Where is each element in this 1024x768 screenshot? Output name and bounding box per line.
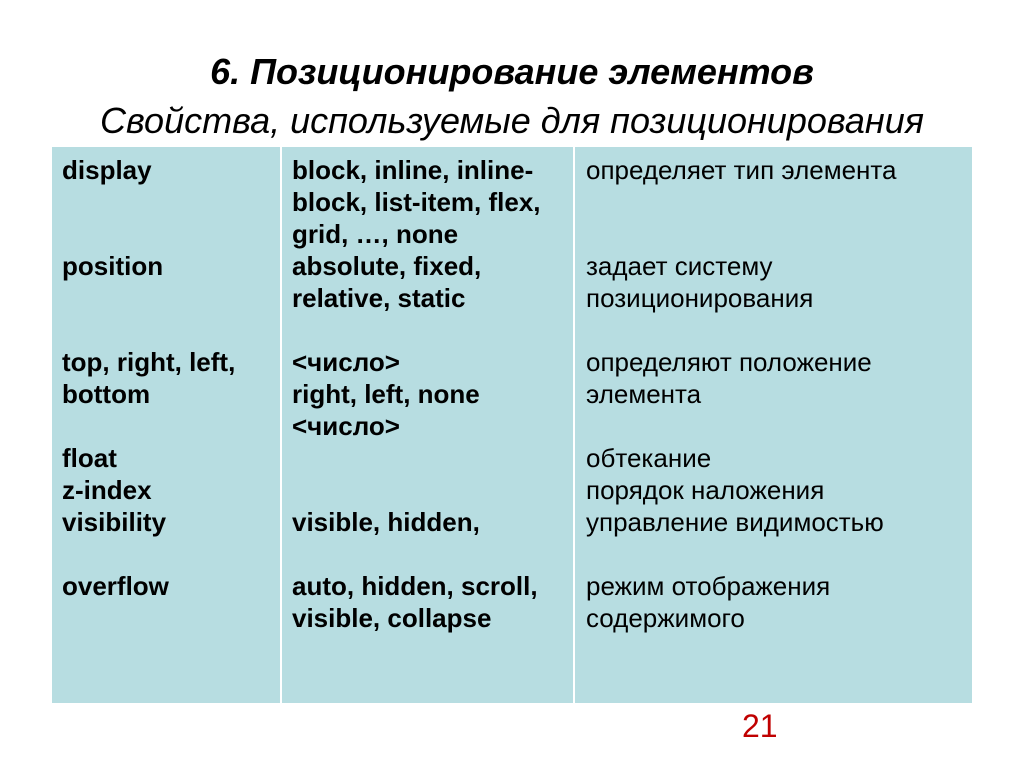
desc-position-cont: позиционирования bbox=[586, 283, 814, 313]
desc-overflow-cont: содержимого bbox=[586, 603, 745, 633]
property-overflow: overflow bbox=[62, 571, 169, 601]
desc-position: задает систему bbox=[586, 251, 773, 281]
values-float: right, left, none bbox=[292, 379, 480, 409]
slide-title: 6. Позиционирование элементов bbox=[210, 51, 814, 92]
slide-subtitle: Свойства, используемые для позиционирования bbox=[100, 100, 924, 141]
values-position: absolute, fixed, bbox=[292, 251, 482, 281]
property-column bbox=[52, 147, 280, 703]
values-display-cont2: grid, …, none bbox=[292, 219, 459, 249]
desc-offsets: определяют положение bbox=[586, 347, 872, 377]
values-column bbox=[280, 147, 573, 703]
desc-overflow: режим отображения bbox=[586, 571, 831, 601]
values-offsets: <число> bbox=[292, 347, 400, 377]
desc-display: определяет тип элемента bbox=[586, 155, 897, 185]
values-display-cont: block, list-item, flex, bbox=[292, 187, 541, 217]
property-visibility: visibility bbox=[62, 507, 167, 537]
property-z-index: z-index bbox=[62, 475, 152, 505]
desc-z-index: порядок наложения bbox=[586, 475, 825, 505]
property-position: position bbox=[62, 251, 164, 281]
values-overflow-cont: visible, collapse bbox=[292, 603, 492, 633]
desc-float: обтекание bbox=[586, 443, 712, 473]
property-display: display bbox=[62, 155, 152, 185]
description-column bbox=[573, 147, 972, 703]
desc-offsets-cont: элемента bbox=[586, 379, 702, 409]
values-overflow: auto, hidden, scroll, bbox=[292, 571, 538, 601]
values-z-index: <число> bbox=[292, 411, 400, 441]
property-offsets-cont: bottom bbox=[62, 379, 151, 409]
values-display: block, inline, inline- bbox=[292, 155, 534, 185]
desc-visibility: управление видимостью bbox=[586, 507, 884, 537]
property-offsets: top, right, left, bbox=[62, 347, 236, 377]
properties-table bbox=[52, 147, 972, 703]
values-visibility: visible, hidden, bbox=[292, 507, 480, 537]
page-number: 21 bbox=[742, 708, 778, 744]
values-position-cont: relative, static bbox=[292, 283, 466, 313]
property-float: float bbox=[62, 443, 117, 473]
